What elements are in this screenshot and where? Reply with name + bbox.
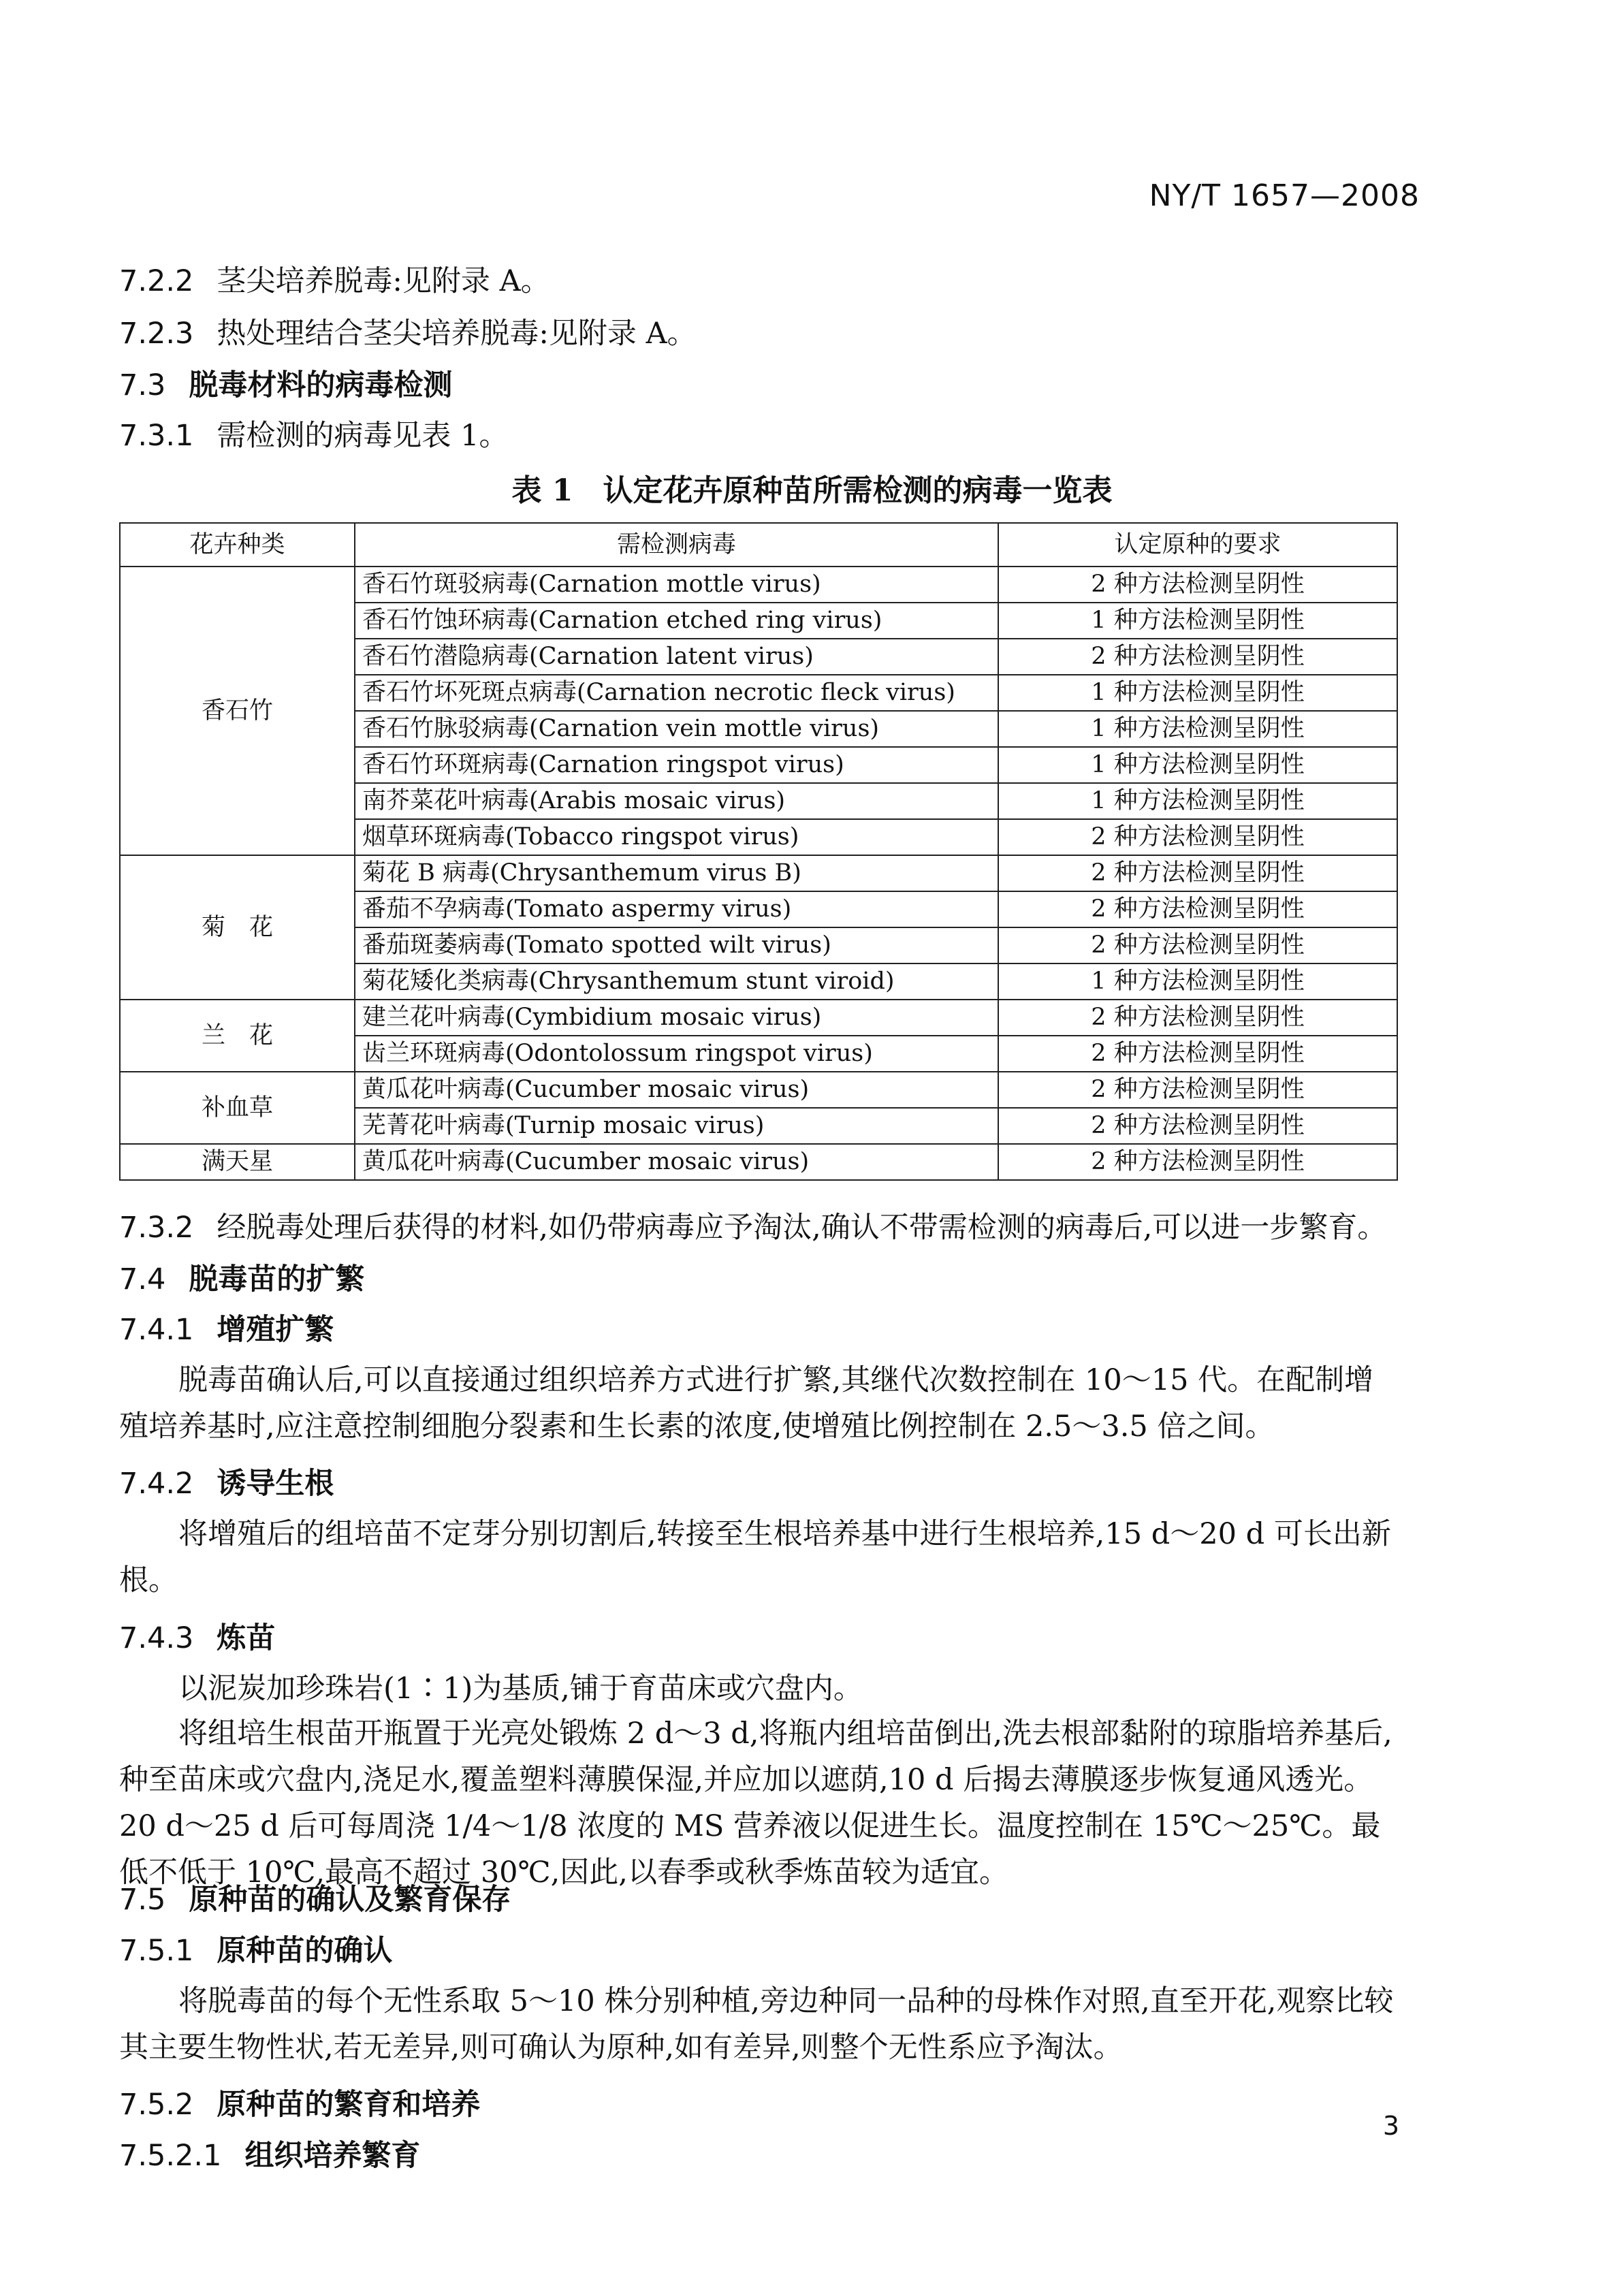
virus-name-cell: 香石竹斑驳病毒(Carnation mottle virus): [355, 567, 998, 603]
section-text: 经脱毒处理后获得的材料,如仍带病毒应予淘汰,确认不带需检测的病毒后,可以进一步繁育。: [217, 1211, 1387, 1245]
virus-name-cell: 番茄斑萎病毒(Tomato spotted wilt virus): [355, 927, 998, 963]
section-7-3-1: [119, 417, 508, 455]
table-row: [120, 1000, 1397, 1036]
requirement-cell: 2 种方法检测呈阴性: [998, 1072, 1397, 1108]
section-number: 7.4.3: [119, 1621, 194, 1655]
section-7-4-1-body: 脱毒苗确认后,可以直接通过组织培养方式进行扩繁,其继代次数控制在 10～15 代。在配制增殖培养基时,应注意控制细胞分裂素和生长素的浓度,使增殖比例控制在 2.5～3.5 倍之间。: [119, 1363, 1374, 1444]
section-7-4-2: [119, 1465, 334, 1503]
page-number: 3: [1382, 2111, 1399, 2141]
table-body: [120, 567, 1397, 1180]
virus-name-cell: 黄瓜花叶病毒(Cucumber mosaic virus): [355, 1072, 998, 1108]
section-title: 原种苗的繁育和培养: [217, 2088, 481, 2122]
virus-name-cell: 菊花 B 病毒(Chrysanthemum virus B): [355, 855, 998, 891]
table-row: [120, 855, 1397, 891]
section-7-3-2: [119, 1209, 1386, 1247]
section-number: 7.5: [119, 1883, 166, 1917]
virus-name-cell: 香石竹潜隐病毒(Carnation latent virus): [355, 639, 998, 675]
section-7-4-1: [119, 1311, 334, 1349]
virus-name-cell: 南芥菜花叶病毒(Arabis mosaic virus): [355, 783, 998, 819]
plant-type-cell: 补血草: [120, 1072, 355, 1144]
section-7-4-2-body: 将增殖后的组培苗不定芽分别切割后,转接至生根培养基中进行生根培养,15 d～20 d 可长出新根。: [119, 1517, 1391, 1597]
virus-name-cell: 香石竹脉驳病毒(Carnation vein mottle virus): [355, 711, 998, 747]
section-number: 7.3: [119, 368, 166, 402]
plant-type-cell: 香石竹: [120, 567, 355, 855]
requirement-cell: 2 种方法检测呈阴性: [998, 927, 1397, 963]
section-number: 7.5.1: [119, 1934, 194, 1968]
section-title: 组织培养繁育: [244, 2139, 421, 2173]
header-cell-virus: 需检测病毒: [355, 523, 998, 567]
requirement-cell: 2 种方法检测呈阴性: [998, 1144, 1397, 1180]
virus-name-cell: 番茄不孕病毒(Tomato aspermy virus): [355, 891, 998, 927]
requirement-cell: 2 种方法检测呈阴性: [998, 855, 1397, 891]
section-7-5-1: [119, 1932, 392, 1970]
section-7-4-3-body-1: 以泥炭加珍珠岩(1∶1)为基质,铺于育苗床或穴盘内。: [178, 1672, 863, 1706]
section-7-2-2: [119, 262, 550, 300]
requirement-cell: 1 种方法检测呈阴性: [998, 747, 1397, 783]
requirement-cell: 2 种方法检测呈阴性: [998, 891, 1397, 927]
document-code: NY/T 1657—2008: [1149, 178, 1420, 213]
virus-name-cell: 菊花矮化类病毒(Chrysanthemum stunt viroid): [355, 963, 998, 1000]
virus-name-cell: 香石竹环斑病毒(Carnation ringspot virus): [355, 747, 998, 783]
requirement-cell: 2 种方法检测呈阴性: [998, 1000, 1397, 1036]
table-caption: 表 1 认定花卉原种苗所需检测的病毒一览表: [511, 473, 1113, 508]
requirement-cell: 1 种方法检测呈阴性: [998, 963, 1397, 1000]
section-7-5: [119, 1881, 511, 1919]
requirement-cell: 2 种方法检测呈阴性: [998, 639, 1397, 675]
virus-name-cell: 芜菁花叶病毒(Turnip mosaic virus): [355, 1108, 998, 1144]
requirement-cell: 2 种方法检测呈阴性: [998, 567, 1397, 603]
header-cell-requirement: 认定原种的要求: [998, 523, 1397, 567]
virus-name-cell: 香石竹蚀环病毒(Carnation etched ring virus): [355, 603, 998, 639]
virus-name-cell: 香石竹坏死斑点病毒(Carnation necrotic fleck virus): [355, 675, 998, 711]
section-title: 诱导生根: [217, 1467, 334, 1501]
section-number: 7.4: [119, 1262, 166, 1296]
section-7-5-1-body: 将脱毒苗的每个无性系取 5～10 株分别种植,旁边种同一品种的母株作对照,直至开花,观察比较其主要生物性状,若无差异,则可确认为原种,如有差异,则整个无性系应予淘汰。: [119, 1984, 1394, 2065]
section-7-4-3: [119, 1619, 275, 1657]
section-title: 脱毒材料的病毒检测: [189, 368, 453, 402]
section-7-4-3-body-2: 将组培生根苗开瓶置于光亮处锻炼 2 d～3 d,将瓶内组培苗倒出,洗去根部黏附的琼脂培养基后,种至苗床或穴盘内,浇足水,覆盖塑料薄膜保湿,并应加以遮荫,10 d 后揭去薄膜逐步恢复通风透光。20 d～25 d 后可每周浇 1/4～1/8 浓度的 MS 营养液以促进生长。温度控制在 15℃～25℃。最低不低于 10℃,最高不超过 30℃,因此,以春季或秋季炼苗较为适宜。: [119, 1717, 1392, 1890]
requirement-cell: 1 种方法检测呈阴性: [998, 603, 1397, 639]
plant-type-cell: 兰 花: [120, 1000, 355, 1072]
section-text: 热处理结合茎尖培养脱毒:见附录 A。: [217, 317, 697, 351]
section-title: 原种苗的确认: [217, 1934, 393, 1968]
section-number: 7.3.2: [119, 1211, 194, 1245]
table-row: [120, 1072, 1397, 1108]
section-number: 7.3.1: [119, 419, 194, 453]
section-number: 7.4.1: [119, 1313, 194, 1347]
section-text: 需检测的病毒见表 1。: [217, 419, 509, 453]
section-number: 7.4.2: [119, 1467, 194, 1501]
table-row: [120, 1144, 1397, 1180]
requirement-cell: 1 种方法检测呈阴性: [998, 711, 1397, 747]
virus-table: [119, 522, 1398, 1181]
plant-type-cell: 满天星: [120, 1144, 355, 1180]
requirement-cell: 2 种方法检测呈阴性: [998, 819, 1397, 855]
section-7-5-2: [119, 2086, 480, 2124]
section-7-2-3: [119, 315, 697, 353]
requirement-cell: 1 种方法检测呈阴性: [998, 783, 1397, 819]
requirement-cell: 2 种方法检测呈阴性: [998, 1036, 1397, 1072]
section-number: 7.2.3: [119, 317, 194, 351]
virus-name-cell: 烟草环斑病毒(Tobacco ringspot virus): [355, 819, 998, 855]
requirement-cell: 1 种方法检测呈阴性: [998, 675, 1397, 711]
section-number: 7.5.2: [119, 2088, 194, 2122]
section-7-4: [119, 1260, 364, 1299]
plant-type-cell: 菊 花: [120, 855, 355, 1000]
section-number: 7.5.2.1: [119, 2139, 222, 2173]
header-cell-plant: 花卉种类: [120, 523, 355, 567]
section-7-3: [119, 366, 452, 404]
section-7-5-2-1: [119, 2137, 420, 2175]
virus-name-cell: 黄瓜花叶病毒(Cucumber mosaic virus): [355, 1144, 998, 1180]
section-title: 增殖扩繁: [217, 1313, 334, 1347]
section-text: 茎尖培养脱毒:见附录 A。: [217, 264, 550, 298]
virus-name-cell: 建兰花叶病毒(Cymbidium mosaic virus): [355, 1000, 998, 1036]
section-title: 原种苗的确认及繁育保存: [189, 1883, 511, 1917]
requirement-cell: 2 种方法检测呈阴性: [998, 1108, 1397, 1144]
virus-name-cell: 齿兰环斑病毒(Odontolossum ringspot virus): [355, 1036, 998, 1072]
section-title: 炼苗: [217, 1621, 276, 1655]
table-row: [120, 567, 1397, 603]
section-number: 7.2.2: [119, 264, 194, 298]
section-title: 脱毒苗的扩繁: [189, 1262, 365, 1296]
table-header-row: [120, 523, 1397, 567]
